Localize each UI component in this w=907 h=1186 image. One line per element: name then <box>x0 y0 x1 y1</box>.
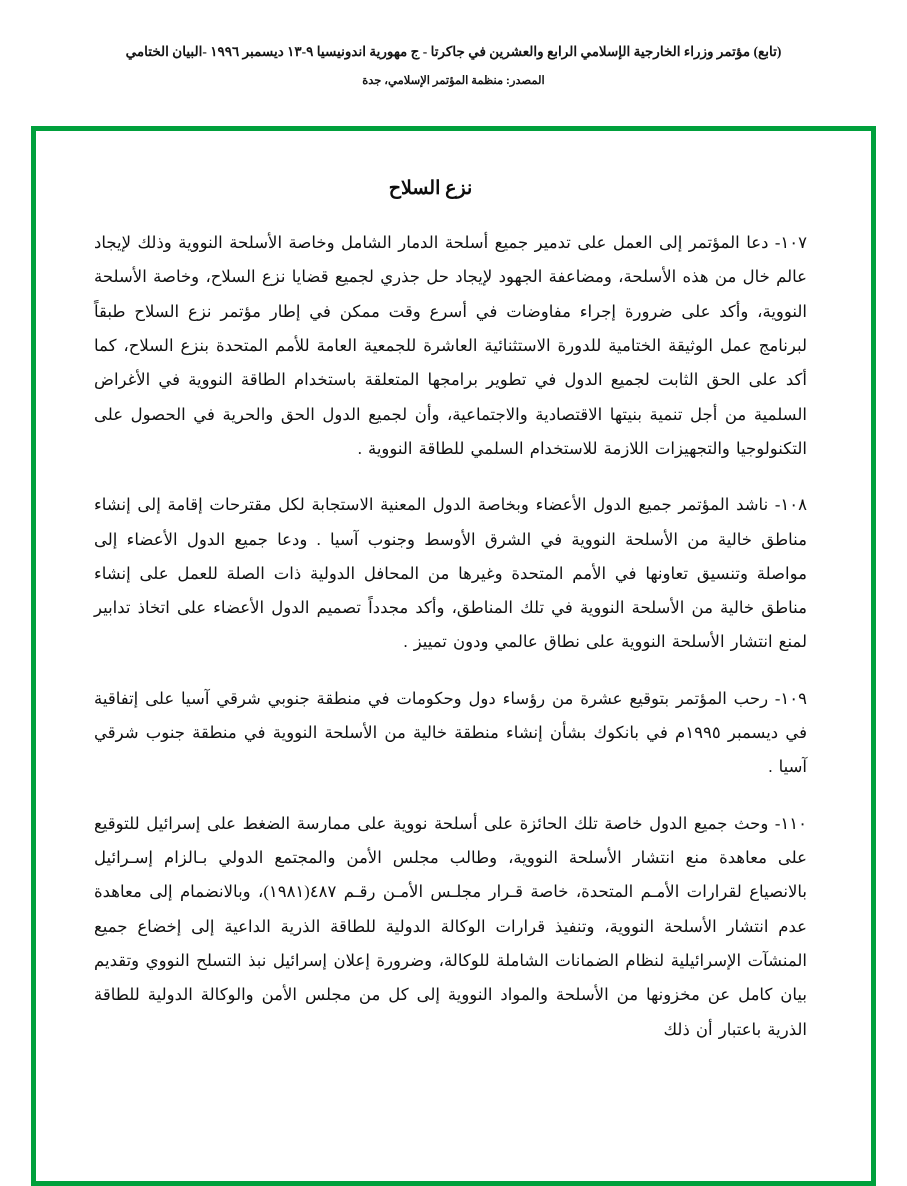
paragraph-text-107: دعا المؤتمر إلى العمل على تدمير جميع أسلحة الدمار الشامل وخاصة الأسلحة النووية وذلك لإيجاد عالم خال من هذه الأسلحة، ومضاعفة الجهود لإيجاد حل جذري لجميع قضايا نزع السلاح، وخاصة الأسلحة النووية، وأكد على ضرورة إجراء مفاوضات في أسرع وقت ممكن في إطار مؤتمر نزع السلاح طبقاً لبرنامج عمل الوثيقة الختامية للدورة الاستثنائية العاشرة للجمعية العامة للأمم المتحدة بنزع السلاح، كما أكد على الحق الثابت لجميع الدول في تطوير برامجها المتعلقة باستخدام الطاقة النووية في الأغراض السلمية من أجل تنمية بنيتها الاقتصادية والاجتماعية، وأن لجميع الدول الحق والحرية في الحصول على التكنولوجيا والتجهيزات اللازمة للاستخدام السلمي للطاقة النووية . <box>94 233 807 458</box>
paragraph-number-110: ١١٠ <box>780 813 807 833</box>
paragraph-dash-107: - <box>774 233 781 252</box>
paragraph-number-109: ١٠٩ <box>780 688 807 708</box>
paragraph-text-108: ناشد المؤتمر جميع الدول الأعضاء وبخاصة الدول المعنية الاستجابة لكل مقترحات إقامة إلى إنشاء مناطق خالية من الأسلحة النووية في الشرق الأوسط وجنوب آسيا . ودعا جميع الدول الأعضاء إلى مواصلة وتنسيق تعاونها في الأمم المتحدة وغيرها من المحافل الدولية ذات الصلة للعمل على إنشاء مناطق خالية من الأسلحة النووية في تلك المناطق، وأكد مجدداً تصميم الدول الأعضاء على اتخاذ تدابير لمنع انتشار الأسلحة النووية على نطاق عالمي ودون تمييز . <box>94 495 807 652</box>
paragraph-text-109: رحب المؤتمر بتوقيع عشرة من رؤساء دول وحكومات في منطقة جنوبي شرقي آسيا على إتفاقية في ديسمبر ١٩٩٥م في بانكوك بشأن إنشاء منطقة خالية من الأسلحة النووية في منطقة جنوب شرقي آسيا . <box>94 688 807 777</box>
paragraph-number-108: ١٠٨ <box>780 495 807 515</box>
header-title-line: (تابع) مؤتمر وزراء الخارجية الإسلامي الرابع والعشرين في جاكرتا - ج مهورية اندونيسيا ٩-١٣ ديسمبر ١٩٩٦ -البيان الختامي <box>125 44 782 59</box>
paragraph-107 <box>94 226 807 466</box>
document-body <box>36 131 871 1181</box>
paragraph-108 <box>94 488 807 660</box>
paragraph-dash-108: - <box>774 495 781 515</box>
paragraph-109 <box>94 682 807 785</box>
section-title: نزع السلاح <box>388 178 473 199</box>
document-header <box>0 42 907 87</box>
paragraph-110 <box>94 807 807 1047</box>
header-source-line: المصدر: منظمة المؤتمر الإسلامي، جدة <box>362 75 545 88</box>
paragraph-dash-109: - <box>774 688 781 708</box>
paragraph-dash-110: - <box>774 813 781 833</box>
paragraph-number-107: ١٠٧ <box>780 233 807 252</box>
green-page-frame <box>31 126 876 1186</box>
paragraph-text-110: وحث جميع الدول خاصة تلك الحائزة على أسلحة نووية على ممارسة الضغط على إسرائيل للتوقيع على معاهدة منع انتشار الأسلحة النووية، وطالب مجلس الأمن والمجتمع الدولي بـالزام إسـرائيل بالانصياع لقرارات الأمـم المتحدة، خاصة قـرار مجلـس الأمـن رقـم ٤٨٧(١٩٨١)، وبالانضمام إلى معاهدة عدم انتشار الأسلحة النووية، وتنفيذ قرارات الوكالة الدولية للطاقة الذرية الداعية إلى إخضاع جميع المنشآت الإسرائيلية لنظام الضمانات الشاملة للوكالة، وضرورة إعلان إسرائيل نبذ التسلح النووي وتقديم بيان كامل عن مخزونها من الأسلحة والمواد النووية إلى كل من مجلس الأمن والوكالة الدولية للطاقة الذرية باعتبار أن ذلك <box>94 813 807 1039</box>
